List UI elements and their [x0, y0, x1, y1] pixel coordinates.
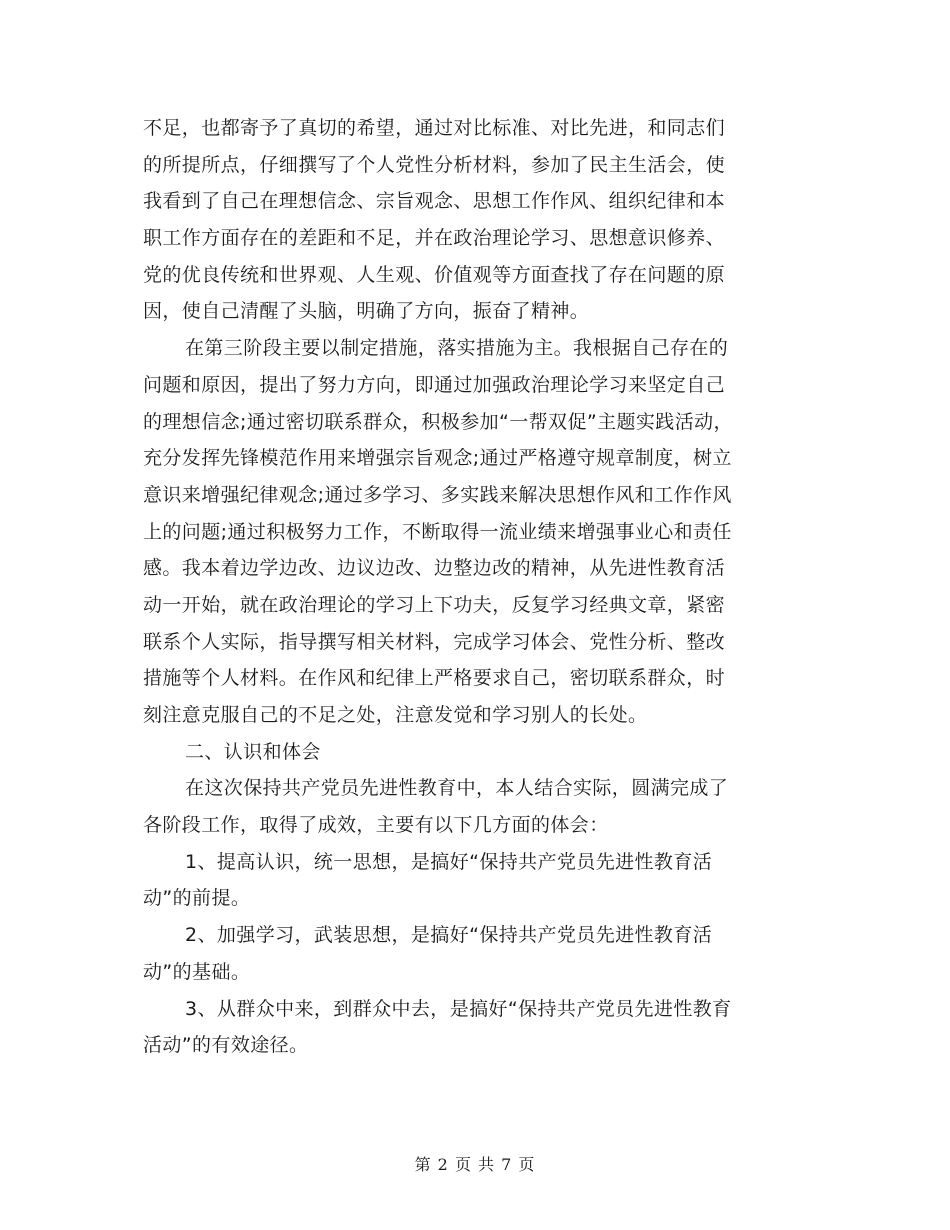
text-line: 充分发挥先锋模范作用来增强宗旨观念;通过严格遵守规章制度，树立: [143, 447, 732, 470]
text-line: 问题和原因，提出了努力方向，即通过加强政治理论学习来坚定自己: [143, 373, 726, 396]
text-line: 意识来增强纪律观念;通过多学习、多实践来解决思想作风和工作作风: [143, 483, 732, 506]
text-line: 党的优良传统和世界观、人生观、价值观等方面查找了存在问题的原: [143, 263, 726, 286]
text-line: 动”的基础。: [143, 960, 251, 983]
list-item-line: 3、从群众中来，到群众中去，是搞好“保持共产党员先进性教育: [185, 997, 732, 1020]
paragraph-start-line: 在这次保持共产党员先进性教育中，本人结合实际，圆满完成了: [185, 777, 729, 800]
text-line: 的理想信念;通过密切联系群众，积极参加“一帮双促”主题实践活动，: [143, 410, 733, 433]
list-item-line: 1、提高认识，统一思想，是搞好“保持共产党员先进性教育活: [185, 850, 713, 873]
text-line: 动”的前提。: [143, 887, 251, 910]
list-item-line: 2、加强学习，武装思想，是搞好“保持共产党员先进性教育活: [185, 924, 713, 947]
text-line: 上的问题;通过积极努力工作，不断取得一流业绩来增强事业心和责任: [143, 520, 732, 543]
text-line: 各阶段工作，取得了成效，主要有以下几方面的体会：: [143, 814, 609, 837]
text-line: 刻注意克服自己的不足之处，注意发觉和学习别人的长处。: [143, 704, 648, 726]
text-line: 措施等个人材料。在作风和纪律上严格要求自己，密切联系群众，时: [143, 667, 726, 690]
text-line: 我看到了自己在理想信念、宗旨观念、思想工作作风、组织纪律和本: [143, 190, 726, 213]
text-line: 不足，也都寄予了真切的希望，通过对比标准、对比先进，和同志们: [143, 117, 726, 139]
document-body: [143, 110, 823, 1064]
text-line: 职工作方面存在的差距和不足，并在政治理论学习、思想意识修养、: [143, 227, 726, 250]
paragraph-start-line: 在第三阶段主要以制定措施，落实措施为主。我根据自己存在的: [185, 337, 729, 360]
text-line: 的所提所点，仔细撰写了个人党性分析材料，参加了民主生活会，使: [143, 153, 726, 176]
text-line: 感。我本着边学边改、边议边改、边整边改的精神，从先进性教育活: [143, 557, 726, 580]
text-line: 活动”的有效途径。: [143, 1034, 309, 1057]
page-number-footer: 第 2 页 共 7 页: [414, 1155, 536, 1174]
text-line: 联系个人实际，指导撰写相关材料，完成学习体会、党性分析、整改: [143, 630, 726, 653]
text-line: 因，使自己清醒了头脑，明确了方向，振奋了精神。: [143, 300, 590, 323]
section-heading: 二、认识和体会: [185, 740, 321, 763]
text-line: 动一开始，就在政治理论的学习上下功夫，反复学习经典文章，紧密: [143, 593, 726, 616]
